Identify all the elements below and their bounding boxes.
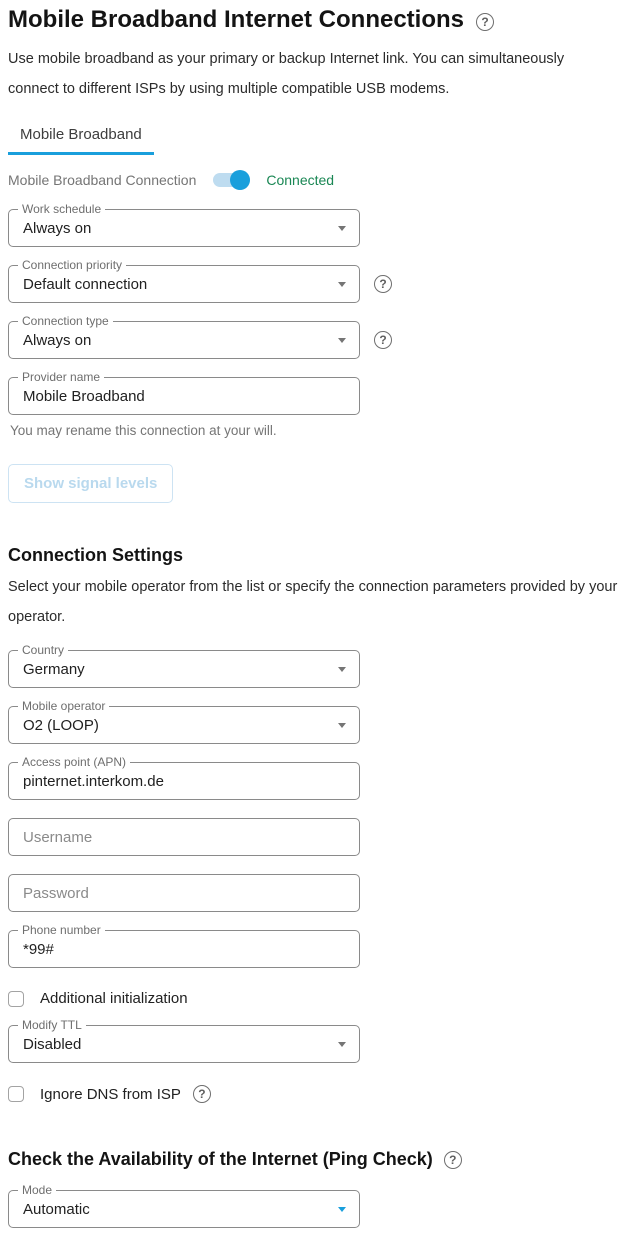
help-icon[interactable]: ? <box>193 1085 211 1103</box>
show-signal-levels-button[interactable]: Show signal levels <box>8 464 173 503</box>
username-field-wrapper <box>8 818 360 856</box>
modify-ttl-select[interactable] <box>8 1018 360 1063</box>
additional-initialization-checkbox[interactable] <box>8 991 24 1007</box>
provider-name-field-wrapper <box>8 370 360 415</box>
connection-type-select[interactable] <box>8 314 360 359</box>
modify-ttl-value: Disabled <box>23 1035 82 1053</box>
chevron-down-icon <box>338 667 346 672</box>
ping-check-mode-select[interactable] <box>8 1183 360 1228</box>
password-input[interactable] <box>23 875 345 911</box>
help-icon[interactable]: ? <box>444 1151 462 1169</box>
ping-check-heading <box>8 1149 618 1170</box>
help-icon[interactable]: ? <box>374 331 392 349</box>
chevron-down-icon <box>338 226 346 231</box>
ignore-dns-label: Ignore DNS from ISP <box>40 1085 181 1103</box>
modify-ttl-label: Modify TTL <box>18 1018 86 1033</box>
country-select[interactable] <box>8 643 360 688</box>
connection-toggle-row <box>8 169 618 191</box>
ping-check-heading-text: Check the Availability of the Internet (Ping Check) <box>8 1149 433 1169</box>
chevron-down-icon <box>338 282 346 287</box>
phone-number-label: Phone number <box>18 923 105 938</box>
connection-settings-heading: Connection Settings <box>8 545 183 565</box>
password-field-wrapper <box>8 874 360 912</box>
connection-priority-select[interactable] <box>8 258 360 303</box>
work-schedule-value: Always on <box>23 219 92 237</box>
connection-type-value: Always on <box>23 331 92 349</box>
page-description: Use mobile broadband as your primary or backup Internet link. You can simultaneously connect to different ISPs by using multiple compatible USB modems. <box>8 51 565 97</box>
help-icon[interactable]: ? <box>476 13 494 31</box>
work-schedule-select[interactable] <box>8 202 360 247</box>
apn-field-wrapper <box>8 755 360 800</box>
chevron-down-icon <box>338 1042 346 1047</box>
mobile-operator-label: Mobile operator <box>18 699 109 714</box>
tab-mobile-broadband[interactable]: Mobile Broadband <box>8 120 154 155</box>
chevron-down-icon <box>338 338 346 343</box>
page-title-text: Mobile Broadband Internet Connections <box>8 6 465 33</box>
page-title <box>8 6 618 34</box>
ping-check-mode-value: Automatic <box>23 1200 90 1218</box>
provider-name-label: Provider name <box>18 370 104 385</box>
connection-status-badge: Connected <box>266 172 335 188</box>
chevron-down-icon <box>338 723 346 728</box>
country-label: Country <box>18 643 68 658</box>
connection-settings-description: Select your mobile operator from the list or specify the connection parameters provided by your operator. <box>8 579 618 625</box>
chevron-down-icon <box>338 1207 346 1212</box>
connection-toggle-switch[interactable] <box>213 170 250 190</box>
username-input[interactable] <box>23 819 345 855</box>
ping-check-mode-label: Mode <box>18 1183 56 1198</box>
connection-priority-label: Connection priority <box>18 258 126 273</box>
additional-initialization-label: Additional initialization <box>40 990 188 1007</box>
work-schedule-label: Work schedule <box>18 202 105 217</box>
country-value: Germany <box>23 660 85 678</box>
ignore-dns-checkbox[interactable] <box>8 1086 24 1102</box>
phone-number-field-wrapper <box>8 923 360 968</box>
tab-bar <box>8 120 618 155</box>
toggle-knob <box>230 170 250 190</box>
connection-type-label: Connection type <box>18 314 113 329</box>
mobile-operator-select[interactable] <box>8 699 360 744</box>
provider-name-helper-text: You may rename this connection at your will. <box>10 423 277 438</box>
apn-label: Access point (APN) <box>18 755 130 770</box>
ignore-dns-checkbox-row[interactable] <box>8 1085 618 1103</box>
connection-toggle-label: Mobile Broadband Connection <box>8 172 197 188</box>
connection-priority-value: Default connection <box>23 275 148 293</box>
help-icon[interactable]: ? <box>374 275 392 293</box>
additional-initialization-checkbox-row[interactable] <box>8 990 618 1007</box>
mobile-operator-value: O2 (LOOP) <box>23 716 99 734</box>
